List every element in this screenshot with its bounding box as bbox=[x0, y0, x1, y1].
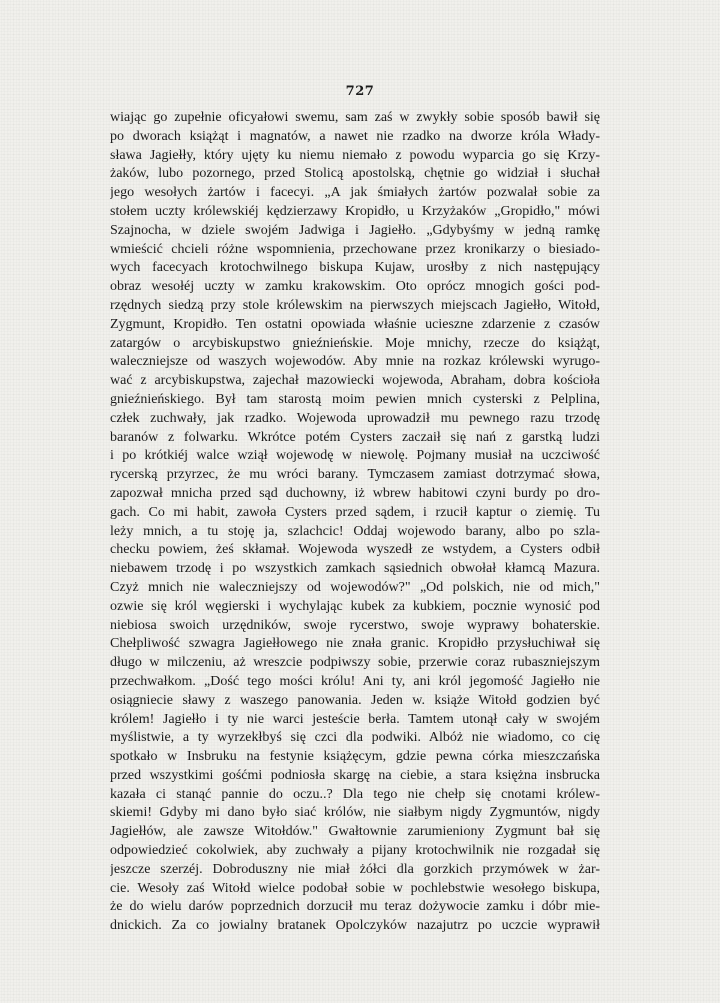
text-line: kazała ci stanąć pannie do oczu..? Dla tego nie chełp się cnotami królew- bbox=[110, 786, 600, 802]
text-line: niebawem trzodę i po wszystkich zamkach sąsiednich obwołał kłamcą Mazura. bbox=[110, 561, 600, 577]
text-line: człek zuchwały, jak rzadko. Wojewoda uprowadził mu pewnego razu trzodę bbox=[110, 410, 600, 426]
text-line: osiągniecie sławy z waszego panowania. Jeden w. książe Witołd godzien być bbox=[110, 692, 600, 708]
text-line: przed wszystkimi gośćmi podniosła skargę na ciebie, a stara księżna insbrucka bbox=[110, 767, 600, 783]
text-line: sława Jagiełły, który ujęty ku niemu niemało z powodu wyparcia go się Krzy- bbox=[110, 147, 600, 163]
text-line: skiemi! Gdyby mi dano było siać królów, nie siałbym nigdy Zygmuntów, nigdy bbox=[110, 805, 600, 821]
text-line: gach. Co mi habit, zawoła Cysters przed sądem, i rzucił kaptur o ziemię. Tu bbox=[110, 504, 600, 520]
text-line: jego wesołych żartów i facecyi. „A jak śmiałych żartów pozwalał sobie za bbox=[110, 185, 600, 201]
text-line: waleczniejsze od waszych wojewodów. Aby mnie na rozkaz królewski wyrugo- bbox=[110, 354, 600, 370]
text-line: dnickich. Za co jowialny bratanek Opolczyków nazajutrz po uczcie wyprawił bbox=[110, 918, 600, 934]
text-line: wiając go zupełnie oficyałowi swemu, sam zaś w zwykły sobie sposób bawił się bbox=[110, 110, 600, 125]
text-line: cie. Wesoły zaś Witołd wielce podobał sobie w pochlebstwie wesołego biskupa, bbox=[110, 880, 600, 896]
text-line: rzędnych siedzą przy stole królewskim na pierwszych miejscach Jagiełło, Witołd, bbox=[110, 297, 600, 313]
text-line: żaków, lubo pozornego, przed Stolicą apostolską, chętnie go widział i słuchał bbox=[110, 166, 600, 182]
text-line: leży mnich, a tu stoję ja, szlachcic! Oddaj wojewodo barany, albo po szla- bbox=[110, 523, 600, 539]
text-line: wych facecyach krotochwilnego biskupa Kujaw, urosłby z nich następujący bbox=[110, 260, 600, 276]
text-line: zapozwał mnicha przed sąd duchowny, iż wbrew habitowi czyni burdy po dro- bbox=[110, 485, 600, 501]
body-text bbox=[110, 109, 600, 936]
text-line: Chełpliwość szwagra Jagiełłowego nie znała granic. Kropidło przysłuchiwał się bbox=[110, 636, 600, 652]
text-line: Zygmunt, Kropidło. Ten ostatni opowiada właśnie ucieszne zdarzenie z czasów bbox=[110, 316, 600, 332]
text-line: checku powiem, żeś skłamał. Wojewoda wyszedł ze wstydem, a Cysters odbił bbox=[110, 542, 600, 558]
text-line: baranów z folwarku. Wkrótce potém Cysters zaczaił się nań z garstką ludzi bbox=[110, 429, 600, 445]
text-line: stołem uczty królewskiéj kędzierzawy Kropidło, u Krzyżaków „Gropidło," mówi bbox=[110, 203, 600, 219]
text-line: i po krótkiéj walce wziął wojewodę w niewolę. Pojmany musiał na uczciwość bbox=[110, 448, 600, 464]
text-line: królem! Jagiełło i ty nie warci jesteście berła. Tamtem utonął cały w swojém bbox=[110, 711, 600, 727]
text-line: wmieścić chcieli różne wspomnienia, przechowane przez kronikarzy o biesiado- bbox=[110, 241, 600, 257]
text-line: zatargów o arcybiskupstwo gnieźnieńskie. Moje mnichy, rzecze do książąt, bbox=[110, 335, 600, 351]
text-line: obraz wesołéj uczty w zamku krakowskim. Oto oprócz mnogich gości pod- bbox=[110, 279, 600, 295]
text-line: myślistwie, a ty wyrzekłbyś się czci dla podwiki. Albóż nie wiadomo, co cię bbox=[110, 730, 600, 746]
text-line: ozwie się król węgierski i wychylając kubek za kubkiem, pocznie wynosić pod bbox=[110, 598, 600, 614]
text-line: wać z arcybiskupstwa, zajechał mazowiecki wojewoda, Abraham, dobra kościoła bbox=[110, 373, 600, 389]
text-line: Czyż mnich nie waleczniejszy od wojewodów?" „Od polskich, nie od mich," bbox=[110, 579, 600, 595]
text-line: gnieźnieńskiego. Był tam starostą moim pewien mnich cysterski z Pelplina, bbox=[110, 391, 600, 407]
text-line: że do wielu darów poprzednich dorzucił mu teraz dożywocie zamku i dóbr mie- bbox=[110, 899, 600, 915]
text-line: jeszcze szerzéj. Dobroduszny nie miał żółci dla gorzkich przymówek w żar- bbox=[110, 861, 600, 877]
text-line: przechwałkom. „Dość tego mości królu! Ani ty, ani król jegomość Jagiełło nie bbox=[110, 673, 600, 689]
text-line: niebiosa swoich urzędników, swoje rycerstwo, swoje wyprawy bohaterskie. bbox=[110, 617, 600, 633]
text-line: Jagiełłów, ale zawsze Witołdów." Gwałtownie zarumieniony Zygmunt bał się bbox=[110, 824, 600, 840]
text-line: po dworach książąt i magnatów, a nawet nie rzadko na dworze króla Włady- bbox=[110, 128, 600, 144]
text-line: rycerską przyrzec, że mu wróci barany. Tymczasem zamiast dotrzymać słowa, bbox=[110, 467, 600, 483]
page-number: 727 bbox=[345, 84, 375, 99]
text-line: spotkało w Insbruku na festynie książęcym, gdzie pewna córka mieszczańska bbox=[110, 749, 600, 765]
text-line: odpowiedzieć cokolwiek, aby zuchwały a pijany krotochwilnik nie rozgadał się bbox=[110, 843, 600, 859]
text-line: Szajnocha, w dziele swojém Jadwiga i Jagiełło. „Gdybyśmy w jedną ramkę bbox=[110, 222, 600, 238]
text-line: długo w milczeniu, aż wreszcie podpiwszy sobie, przerwie coraz rubaszniejszym bbox=[110, 655, 600, 671]
